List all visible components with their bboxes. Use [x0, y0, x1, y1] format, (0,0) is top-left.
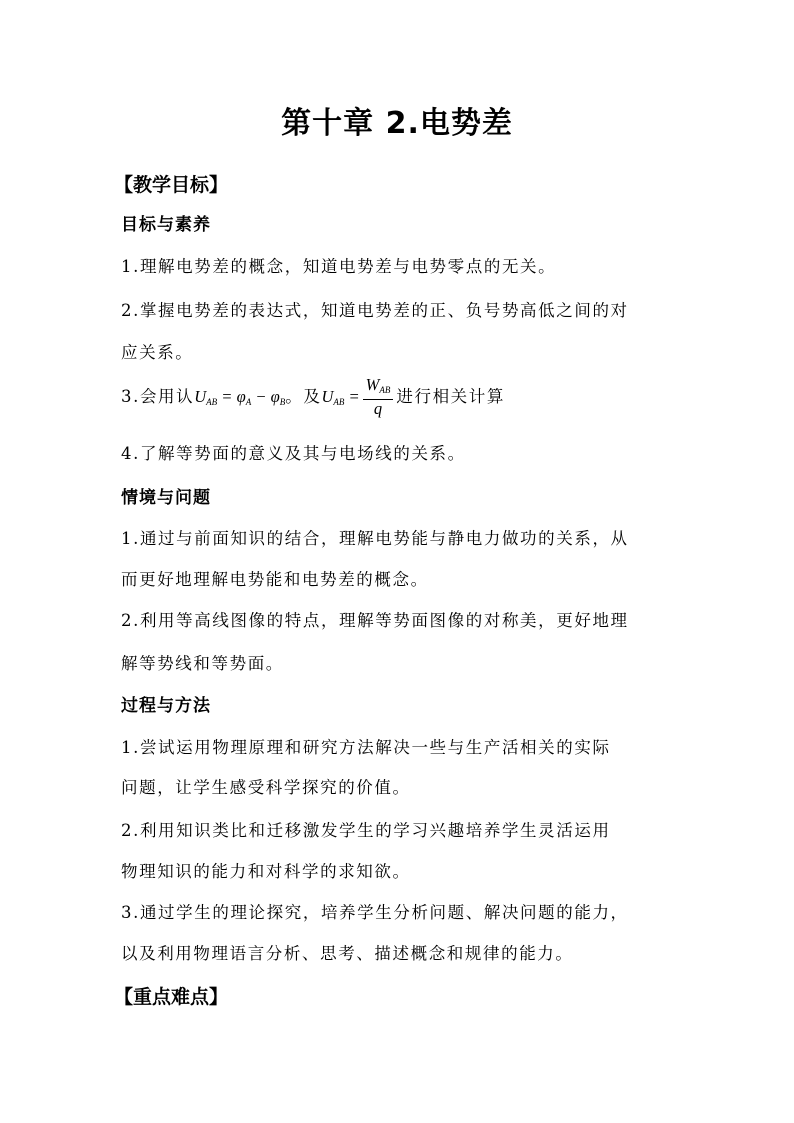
section-heading-teaching-goals: 【教学目标】 — [114, 174, 229, 196]
process-item-2-line-2: 物理知识的能力和对科学的求知欲。 — [121, 862, 411, 881]
page-title: 第十章 2.电势差 — [281, 106, 513, 141]
goal-item-2-line-2: 应关系。 — [121, 343, 194, 362]
process-item-1-line-2: 问题，让学生感受科学探究的价值。 — [121, 778, 411, 797]
goal-item-3-suffix: 进行相关计算 — [396, 387, 505, 406]
context-item-1-line-2: 而更好地理解电势能和电势差的概念。 — [121, 570, 429, 589]
process-item-1-line-1: 1.尝试运用物理原理和研究方法解决一些与生产活相关的实际 — [121, 738, 611, 757]
goal-item-3 — [121, 374, 681, 418]
section-heading-key-difficulties: 【重点难点】 — [114, 986, 229, 1008]
context-item-1-line-1: 1.通过与前面知识的结合，理解电势能与静电力做功的关系，从 — [121, 529, 629, 548]
subheading-context-problem: 情境与问题 — [121, 488, 211, 508]
subheading-goals-literacy: 目标与素养 — [121, 215, 211, 235]
goal-item-3-prefix: 3.会用认 — [121, 387, 195, 406]
goal-item-2-line-1: 2.掌握电势差的表达式，知道电势差的正、负号势高低之间的对 — [121, 301, 629, 320]
goal-item-1: 1.理解电势差的概念，知道电势差与电势零点的无关。 — [121, 257, 557, 276]
process-item-2-line-1: 2.利用知识类比和迁移激发学生的学习兴趣培养学生灵活运用 — [121, 821, 611, 840]
goal-item-4: 4.了解等势面的意义及其与电场线的关系。 — [121, 444, 466, 463]
context-item-2-line-1: 2.利用等高线图像的特点，理解等势面图像的对称美，更好地理 — [121, 611, 629, 630]
formula-work-over-charge: $U_{AB}$ = $\frac{W_{AB}}{q}$ — [321, 387, 396, 406]
goal-item-3-mid: 。及 — [285, 387, 322, 406]
process-item-3-line-1: 3.通过学生的理论探究，培养学生分析问题、解决问题的能力， — [121, 903, 629, 922]
subheading-process-method: 过程与方法 — [121, 696, 211, 716]
context-item-2-line-2: 解等势线和等势面。 — [121, 654, 284, 673]
process-item-3-line-2: 以及利用物理语言分析、思考、描述概念和规律的能力。 — [121, 944, 574, 963]
formula-potential-difference: $U_{AB} = \varphi_A - \varphi_B$ — [194, 387, 286, 407]
